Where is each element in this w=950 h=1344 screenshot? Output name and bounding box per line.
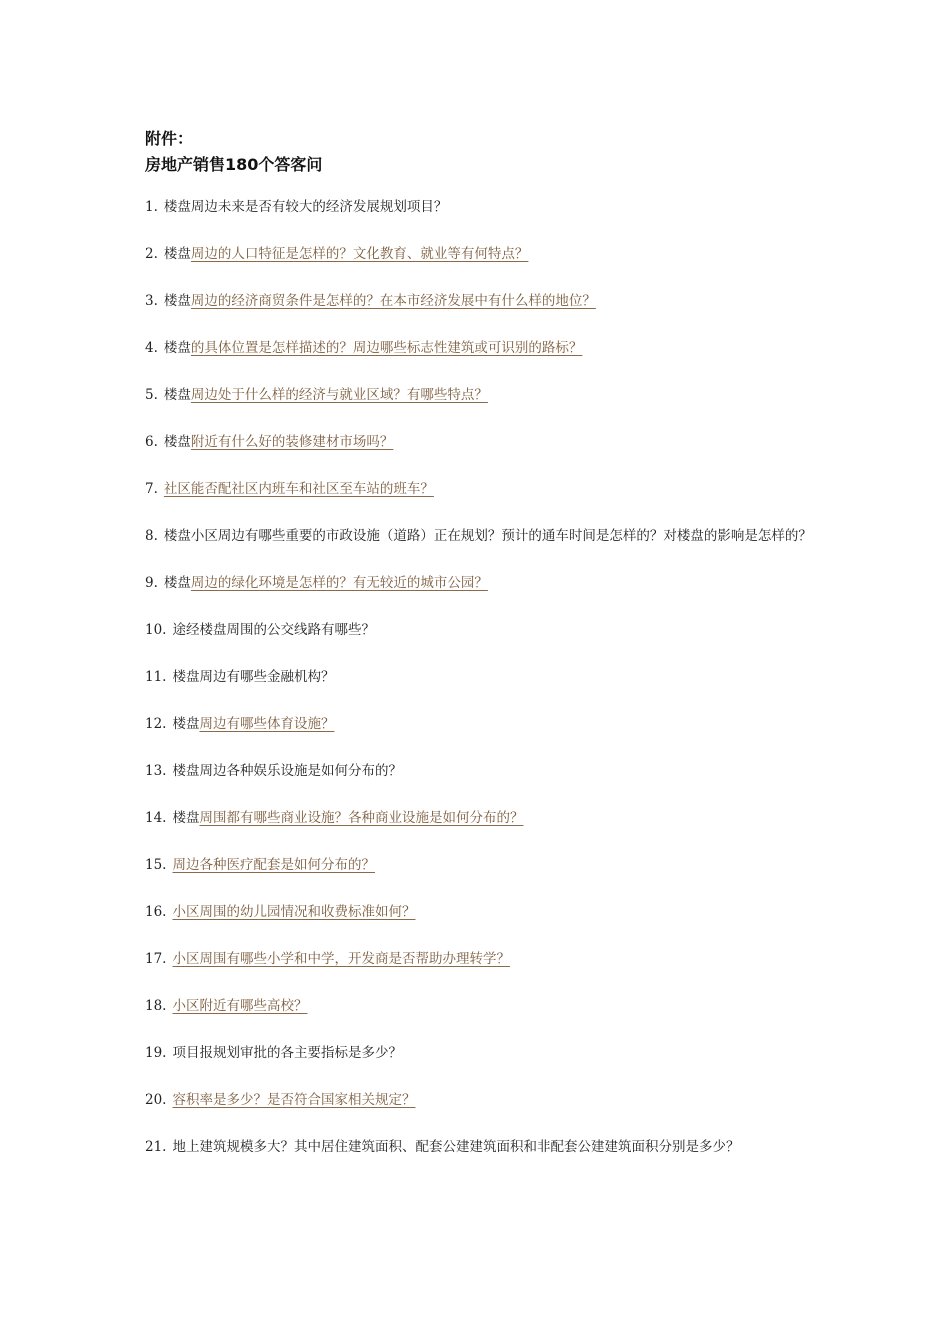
question-link-14[interactable]: 周围都有哪些商业设施？各种商业设施是如何分布的？ (199, 810, 524, 826)
question-item-17: 17. 小区周围有哪些小学和中学，开发商是否帮助办理转学？ (145, 951, 510, 967)
question-link-12[interactable]: 周边有哪些体育设施？ (199, 716, 335, 732)
question-link-7[interactable]: 社区能否配社区内班车和社区至车站的班车？ (163, 481, 434, 497)
question-item-18: 18. 小区附近有哪些高校？ (145, 998, 308, 1014)
question-link-16[interactable]: 小区周围的幼儿园情况和收费标准如何？ (172, 904, 416, 920)
question-link-9[interactable]: 周边的绿化环境是怎样的？有无较近的城市公园？ (190, 575, 488, 591)
question-link-2[interactable]: 周边的人口特征是怎样的？文化教育、就业等有何特点？ (190, 246, 529, 262)
question-item-5: 5. 楼盘周边处于什么样的经济与就业区域？有哪些特点？ (145, 387, 488, 403)
question-link-5[interactable]: 周边处于什么样的经济与就业区域？有哪些特点？ (190, 387, 488, 403)
question-item-16: 16. 小区周围的幼儿园情况和收费标准如何？ (145, 904, 416, 920)
question-item-1: 1. 楼盘周边未来是否有较大的经济发展规划项目？ (145, 199, 448, 215)
question-link-17[interactable]: 小区周围有哪些小学和中学，开发商是否帮助办理转学？ (172, 951, 510, 967)
question-item-3: 3. 楼盘周边的经济商贸条件是怎样的？在本市经济发展中有什么样的地位？ (145, 293, 596, 309)
question-item-20: 20. 容积率是多少？是否符合国家相关规定？ (145, 1092, 416, 1108)
question-item-21: 21. 地上建筑规模多大？其中居住建筑面积、配套公建建筑面积和非配套公建建筑面积分别是多少？ (145, 1139, 740, 1155)
question-item-19: 19. 项目报规划审批的各主要指标是多少？ (145, 1045, 402, 1061)
document-page (145, 126, 825, 1183)
question-list (145, 196, 825, 1159)
attachment-label: 附件： (145, 129, 194, 148)
question-link-4[interactable]: 的具体位置是怎样描述的？周边哪些标志性建筑或可识别的路标？ (190, 340, 583, 356)
question-link-15[interactable]: 周边各种医疗配套是如何分布的？ (172, 857, 375, 873)
question-item-4: 4. 楼盘的具体位置是怎样描述的？周边哪些标志性建筑或可识别的路标？ (145, 340, 583, 356)
question-link-18[interactable]: 小区附近有哪些高校？ (172, 998, 308, 1014)
question-item-10: 10. 途经楼盘周围的公交线路有哪些？ (145, 622, 375, 638)
question-item-7: 7. 社区能否配社区内班车和社区至车站的班车？ (145, 481, 434, 497)
question-item-14: 14. 楼盘周围都有哪些商业设施？各种商业设施是如何分布的？ (145, 810, 524, 826)
question-link-6[interactable]: 附近有什么好的装修建材市场吗？ (190, 434, 394, 450)
question-link-3[interactable]: 周边的经济商贸条件是怎样的？在本市经济发展中有什么样的地位？ (190, 293, 596, 309)
document-title: 房地产销售180个答客问 (145, 155, 323, 174)
question-item-11: 11. 楼盘周边有哪些金融机构？ (145, 669, 335, 685)
question-item-6: 6. 楼盘附近有什么好的装修建材市场吗？ (145, 434, 394, 450)
question-item-8: 8. 楼盘小区周边有哪些重要的市政设施（道路）正在规划？预计的通车时间是怎样的？对楼盘的影响是怎样的？ (145, 528, 812, 544)
question-item-15: 15. 周边各种医疗配套是如何分布的？ (145, 857, 375, 873)
question-item-13: 13. 楼盘周边各种娱乐设施是如何分布的？ (145, 763, 402, 779)
question-link-20[interactable]: 容积率是多少？是否符合国家相关规定？ (172, 1092, 416, 1108)
question-item-9: 9. 楼盘周边的绿化环境是怎样的？有无较近的城市公园？ (145, 575, 488, 591)
question-item-2: 2. 楼盘周边的人口特征是怎样的？文化教育、就业等有何特点？ (145, 246, 529, 262)
question-item-12: 12. 楼盘周边有哪些体育设施？ (145, 716, 335, 732)
